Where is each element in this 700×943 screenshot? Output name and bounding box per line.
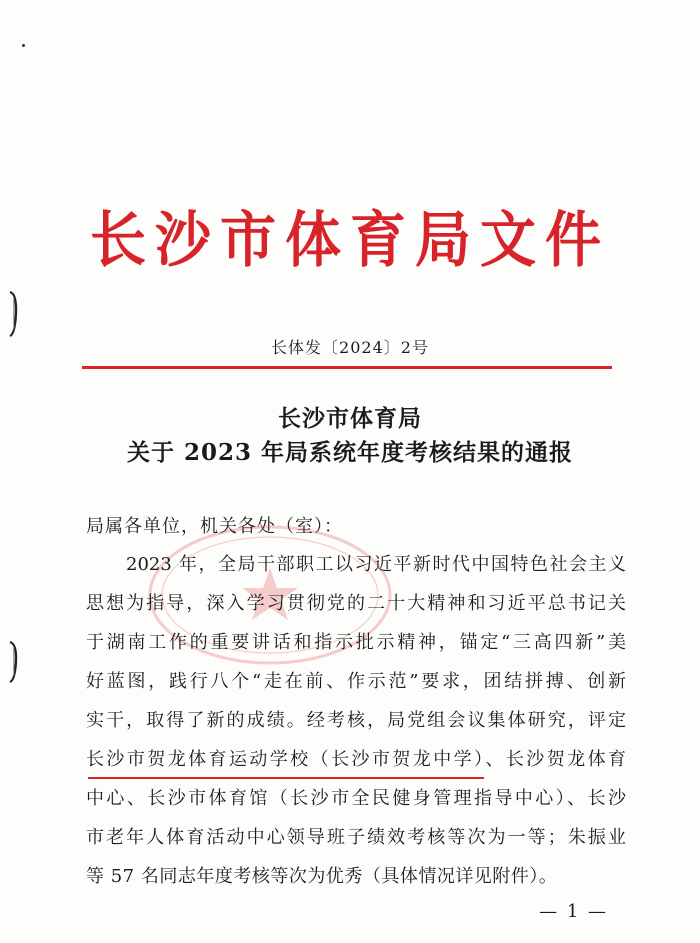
body-paragraph-line: 中心、长沙市体育馆（长沙市全民健身管理指导中心）、长沙 <box>86 788 626 809</box>
title-line-2: 关于 2023 年局系统年度考核结果的通报 <box>126 439 574 466</box>
salutation: 局属各单位，机关各处（室）： <box>86 516 343 537</box>
body-paragraph-line: 2023 年，全局干部职工以习近平新时代中国特色社会主义 <box>126 554 626 575</box>
red-divider <box>82 366 612 369</box>
body-paragraph-line: 好蓝图，践行八个“走在前、作示范”要求，团结拼搏、创新 <box>86 671 626 692</box>
body-paragraph-line: 实干，取得了新的成绩。经考核，局党组会议集体研究，评定 <box>86 710 626 731</box>
red-highlight-underline <box>88 777 484 779</box>
body-paragraph-line: 等 57 名同志年度考核等次为优秀（具体情况详见附件）。 <box>86 866 558 887</box>
paper-speck <box>22 44 25 47</box>
body-paragraph-line: 思想为指导，深入学习贯彻党的二十大精神和习近平总书记关 <box>86 593 626 614</box>
binding-staple-icon <box>6 290 20 338</box>
page-number: — 1 — <box>539 901 608 922</box>
title-line-1: 长沙市体育局 <box>278 405 422 432</box>
body-paragraph-line: 长沙市贺龙体育运动学校（长沙市贺龙中学）、长沙贺龙体育 <box>86 749 626 770</box>
body-paragraph-line: 市老年人体育活动中心领导班子绩效考核等次为一等；朱振业 <box>86 827 626 848</box>
binding-staple-icon <box>6 640 20 684</box>
document-masthead: 长沙市体育局文件 <box>90 204 610 276</box>
document-number: 长体发〔2024〕2号 <box>271 338 429 357</box>
body-paragraph-line: 于湖南工作的重要讲话和指示批示精神，锚定“三高四新”美 <box>86 632 626 653</box>
